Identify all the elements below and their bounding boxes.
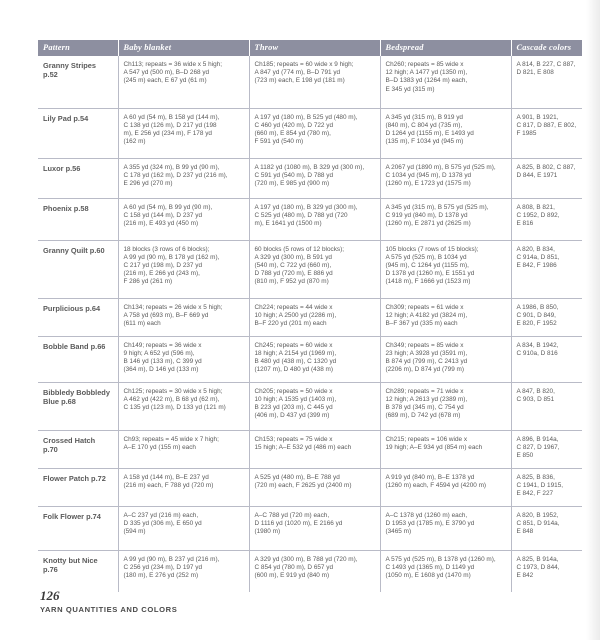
cell-line: 19 high; A–E 934 yd (854 m) each (385, 443, 483, 451)
cell-line: (723 m) each, E 198 yd (181 m) (254, 77, 345, 85)
cell-line: E 842, F 227 (516, 489, 554, 497)
cell-line: C 178 yd (162 m), D 237 yd (216 m), (123, 171, 228, 179)
cell-line: A 99 yd (90 m), B 178 yd (162 m), (123, 253, 220, 261)
cell-line: D 788 yd (720 m), E 886 yd (254, 270, 333, 278)
cell-line: Ch153; repeats = 75 wide x (254, 435, 333, 443)
bedspread-cell (380, 198, 511, 240)
cell-line: A 329 yd (300 m), B 788 yd (720 m), (254, 555, 358, 563)
baby-blanket-cell (118, 298, 249, 336)
cell-line: E 842 (516, 571, 534, 579)
cell-line: 105 blocks (7 rows of 15 blocks); (385, 245, 479, 253)
bedspread-cell (380, 382, 511, 430)
bedspread-cell (380, 550, 511, 592)
cell-line: (1980 m) (254, 527, 281, 535)
cell-line: E 842, F 1986 (516, 261, 557, 269)
cell-line: D 844, E 1971 (516, 171, 558, 179)
cell-line: E 345 yd (315 m) (385, 85, 435, 93)
cell-line: B 223 yd (203 m), C 445 yd (254, 403, 333, 411)
pattern-cell (38, 506, 118, 550)
cell-line: A 896, B 914a, (516, 435, 559, 443)
cell-line: p.52 (43, 70, 58, 80)
cell-line: C 903, D 851 (516, 395, 555, 403)
bedspread-cell (380, 468, 511, 506)
throw-cell (249, 298, 380, 336)
cascade-colors-cell (511, 550, 582, 592)
cell-line: 18 blocks (3 rows of 6 blocks); (123, 245, 210, 253)
cell-line: Ch349; repeats = 85 wide x (385, 341, 464, 349)
cell-line: (840 m), C 804 yd (735 m), (385, 121, 463, 129)
cell-line: 18 high; A 2154 yd (1969 m), (254, 349, 337, 357)
table-row (38, 158, 582, 198)
cell-line: (1260 m), E 2871 yd (2625 m) (385, 219, 471, 227)
cell-line: 9 high; A 652 yd (596 m), (123, 349, 195, 357)
cell-line: Granny Quilt p.60 (43, 245, 105, 255)
cell-line: 15 high; A–E 532 yd (486 m) each (254, 443, 352, 451)
cell-line: m), E 256 yd (234 m), F 178 yd (123, 129, 212, 137)
cell-line: A 462 yd (422 m), B 68 yd (62 m), (123, 395, 220, 403)
pattern-cell (38, 158, 118, 198)
cell-line: A 547 yd (500 m), B–D 268 yd (123, 69, 210, 77)
table-row (38, 108, 582, 158)
cell-line: A 825, B 802, C 887, (516, 163, 576, 171)
bedspread-cell (380, 298, 511, 336)
cell-line: A 820, B 834, (516, 245, 555, 253)
cell-line: C 1941, D 1915, (516, 481, 564, 489)
header-baby-blanket: Baby blanket (118, 40, 249, 56)
pattern-cell (38, 550, 118, 592)
baby-blanket-cell (118, 506, 249, 550)
cell-line: 12 high; A 4182 yd (3824 m), (385, 311, 468, 319)
cell-line: A 814, B 227, C 887, (516, 61, 576, 68)
baby-blanket-cell (118, 108, 249, 158)
table-row (38, 56, 582, 108)
cell-line: Phoenix p.58 (43, 203, 89, 213)
header-throw: Throw (249, 40, 380, 56)
cell-line: A 758 yd (693 m), B–F 669 yd (123, 311, 209, 319)
throw-cell (249, 240, 380, 298)
cell-line: (216 m), E 493 yd (450 m) (123, 219, 199, 227)
cell-line: 60 blocks (5 rows of 12 blocks); (254, 245, 345, 253)
cell-line: C 851, D 914a, (516, 519, 560, 527)
cell-line: A 808, B 821, (516, 203, 555, 211)
cell-line: C 1493 yd (1365 m), D 1149 yd (385, 563, 475, 571)
cell-line: Ch113; repeats = 36 wide x 5 high; (123, 61, 222, 68)
pattern-cell (38, 198, 118, 240)
pattern-cell (38, 382, 118, 430)
cell-line: A 60 yd (54 m), B 99 yd (90 m), (123, 203, 213, 211)
cell-line: Ch289; repeats = 71 wide x (385, 387, 464, 395)
cell-line: A 901, B 1921, (516, 113, 559, 121)
cell-line: C 854 yd (780 m), D 657 yd (254, 563, 334, 571)
cell-line: C 1034 yd (945 m), D 1378 yd (385, 171, 472, 179)
cell-line: C 217 yd (198 m), D 237 yd (123, 261, 203, 269)
table-row (38, 198, 582, 240)
cell-line: Luxor p.56 (43, 163, 81, 173)
cell-line: Crossed Hatch (43, 435, 96, 445)
baby-blanket-cell (118, 430, 249, 468)
cell-line: (594 m) (123, 527, 146, 535)
cell-line: (810 m), F 952 yd (870 m) (254, 278, 329, 286)
baby-blanket-cell (118, 56, 249, 108)
cell-line: C 525 yd (480 m), D 788 yd (720 (254, 211, 348, 219)
cell-line: A 847, B 820, (516, 387, 555, 395)
cell-line: (216 m), E 266 yd (243 m), (123, 270, 200, 278)
cell-line: 23 high; A 3928 yd (3591 m), (385, 349, 468, 357)
cell-line: A 575 yd (525 m), B 1378 yd (1260 m), (385, 555, 496, 563)
yarn-table (38, 40, 582, 592)
cell-line: C 591 yd (540 m), D 788 yd (254, 171, 334, 179)
cell-line: D 1116 yd (1020 m), E 2166 yd (254, 519, 343, 527)
cell-line: B–F 220 yd (201 m) each (254, 319, 327, 327)
cell-line: Lily Pad p.54 (43, 113, 89, 123)
table-row (38, 336, 582, 382)
cell-line: (689 m), D 742 yd (678 m) (385, 412, 461, 420)
bedspread-cell (380, 506, 511, 550)
cell-line: Flower Patch p.72 (43, 473, 106, 483)
bedspread-cell (380, 108, 511, 158)
cell-line: E 820, F 1952 (516, 319, 557, 327)
cell-line: Blue p.68 (43, 396, 76, 406)
table-row (38, 506, 582, 550)
cell-line: C 910a, D 816 (516, 349, 558, 357)
cell-line: D 1264 yd (1155 m), E 1493 yd (385, 129, 474, 137)
cell-line: F 286 yd (261 m) (123, 278, 173, 286)
cascade-colors-cell (511, 336, 582, 382)
cell-line: A 847 yd (774 m), B–D 791 yd (254, 69, 341, 77)
table-row (38, 430, 582, 468)
table-body (38, 56, 582, 592)
cell-line: C 919 yd (840 m), D 1378 yd (385, 211, 468, 219)
cell-line: (364 m), D 146 yd (133 m) (123, 366, 199, 374)
cell-line: A 919 yd (840 m), B–E 1378 yd (385, 473, 475, 481)
pattern-cell (38, 430, 118, 468)
throw-cell (249, 108, 380, 158)
cell-line: 10 high; A 1535 yd (1403 m), (254, 395, 337, 403)
cell-line: 12 high; A 1477 yd (1350 m), (385, 69, 468, 77)
table-row (38, 468, 582, 506)
cell-line: D 821, E 808 (516, 69, 554, 77)
cell-line: C 914a, D 851, (516, 253, 560, 261)
cascade-colors-cell (511, 240, 582, 298)
cell-line: Bobble Band p.66 (43, 341, 106, 351)
cell-line: p.70 (43, 444, 58, 454)
cell-line: A 834, B 1942, (516, 341, 559, 349)
cell-line: Ch309; repeats = 61 wide x (385, 303, 464, 311)
cell-line: (660 m), E 854 yd (780 m), (254, 129, 331, 137)
cell-line: (600 m), E 919 yd (840 m) (254, 571, 330, 579)
cell-line: E 296 yd (270 m) (123, 179, 173, 187)
cascade-colors-cell (511, 108, 582, 158)
table-row (38, 240, 582, 298)
cell-line: A–C 1378 yd (1260 m) each, (385, 511, 468, 519)
cell-line: (3465 m) (385, 527, 412, 535)
cell-line: Ch149; repeats = 36 wide x (123, 341, 202, 349)
throw-cell (249, 158, 380, 198)
cell-line: A 197 yd (180 m), B 329 yd (300 m), (254, 203, 358, 211)
cell-line: (2206 m), D 874 yd (799 m) (385, 366, 464, 374)
cell-line: (1418 m), F 1666 yd (1523 m) (385, 278, 471, 286)
cell-line: A 60 yd (54 m), B 158 yd (144 m), (123, 113, 220, 121)
pattern-cell (38, 468, 118, 506)
cell-line: (611 m) each (123, 319, 161, 327)
cell-line: F 1985 (516, 129, 537, 137)
cell-line: (1207 m), D 480 yd (438 m) (254, 366, 333, 374)
cell-line: C 135 yd (123 m), D 133 yd (121 m) (123, 403, 226, 411)
cell-line: A 525 yd (480 m), B–E 788 yd (254, 473, 340, 481)
baby-blanket-cell (118, 468, 249, 506)
cell-line: B–D 1383 yd (1264 m) each, (385, 77, 468, 85)
cell-line: A 825, B 914a, (516, 555, 559, 563)
cell-line: A 158 yd (144 m), B–E 237 yd (123, 473, 209, 481)
cell-line: (406 m), D 437 yd (399 m) (254, 412, 330, 420)
cell-line: Ch245; repeats = 60 wide x (254, 341, 333, 349)
cell-line: Ch185; repeats = 60 wide x 9 high; (254, 61, 354, 68)
cell-line: A 2067 yd (1890 m), B 575 yd (525 m), (385, 163, 496, 171)
table-header-row (38, 40, 582, 56)
cell-line: C 1973, D 844, (516, 563, 560, 571)
cell-line: C 256 yd (234 m), D 197 yd (123, 563, 203, 571)
cell-line: A 345 yd (315 m), B 919 yd (385, 113, 463, 121)
pattern-cell (38, 298, 118, 336)
cell-line: B 378 yd (345 m), C 754 yd (385, 403, 464, 411)
table-row (38, 550, 582, 592)
cell-line: m), E 1641 yd (1500 m) (254, 219, 322, 227)
throw-cell (249, 550, 380, 592)
cell-line: A 345 yd (315 m), B 575 yd (525 m), (385, 203, 489, 211)
cascade-colors-cell (511, 158, 582, 198)
cascade-colors-cell (511, 382, 582, 430)
cell-line: Ch93; repeats = 45 wide x 7 high; (123, 435, 219, 443)
cell-line: A–C 237 yd (216 m) each, (123, 511, 199, 519)
bedspread-cell (380, 430, 511, 468)
throw-cell (249, 198, 380, 240)
cell-line: A 355 yd (324 m), B 99 yd (90 m), (123, 163, 220, 171)
cell-line: A 1182 yd (1080 m), B 329 yd (300 m), (254, 163, 365, 171)
cell-line: C 158 yd (144 m), D 237 yd (123, 211, 203, 219)
bedspread-cell (380, 240, 511, 298)
cell-line: E 816 (516, 219, 534, 227)
cell-line: Folk Flower p.74 (43, 511, 101, 521)
cell-line: (540 m), C 722 yd (660 m), (254, 261, 332, 269)
pattern-cell (38, 56, 118, 108)
cell-line: B 146 yd (133 m), C 399 yd (123, 357, 202, 365)
baby-blanket-cell (118, 382, 249, 430)
cell-line: Ch134; repeats = 26 wide x 5 high; (123, 303, 223, 311)
pattern-cell (38, 240, 118, 298)
cell-line: C 901, D 849, (516, 311, 556, 319)
cell-line: (720 m), E 985 yd (900 m) (254, 179, 330, 187)
cell-line: A 197 yd (180 m), B 525 yd (480 m), (254, 113, 358, 121)
cascade-colors-cell (511, 430, 582, 468)
cell-line: B–F 367 yd (335 m) each (385, 319, 458, 327)
cell-line: B 874 yd (799 m), C 2413 yd (385, 357, 468, 365)
bedspread-cell (380, 56, 511, 108)
cell-line: A–E 170 yd (155 m) each (123, 443, 196, 451)
section-title: YARN QUANTITIES AND COLORS (40, 605, 178, 614)
cell-line: C 138 yd (126 m), D 217 yd (198 (123, 121, 217, 129)
table-row (38, 382, 582, 430)
throw-cell (249, 468, 380, 506)
cascade-colors-cell (511, 198, 582, 240)
throw-cell (249, 336, 380, 382)
cell-line: A 329 yd (300 m), B 591 yd (254, 253, 332, 261)
throw-cell (249, 382, 380, 430)
pattern-cell (38, 108, 118, 158)
cell-line: (1260 m), E 1723 yd (1575 m) (385, 179, 471, 187)
cell-line: (216 m) each, F 788 yd (720 m) (123, 481, 214, 489)
cell-line: A 575 yd (525 m), B 1034 yd (385, 253, 467, 261)
header-cascade-colors: Cascade colors (511, 40, 582, 56)
cell-line: (720 m) each, F 2625 yd (2400 m) (254, 481, 352, 489)
cell-line: B 480 yd (438 m), C 1320 yd (254, 357, 337, 365)
cell-line: (180 m), E 276 yd (252 m) (123, 571, 199, 579)
cell-line: (945 m), C 1264 yd (1155 m), (385, 261, 469, 269)
throw-cell (249, 56, 380, 108)
baby-blanket-cell (118, 198, 249, 240)
cell-line: (1260 m) each, F 4594 yd (4200 m) (385, 481, 487, 489)
throw-cell (249, 506, 380, 550)
cell-line: A 820, B 1952, (516, 511, 559, 519)
throw-cell (249, 430, 380, 468)
cell-line: Bibbledy Bobbledy (43, 387, 110, 397)
table-row (38, 298, 582, 336)
cell-line: E 850 (516, 451, 534, 459)
cell-line: A 99 yd (90 m), B 237 yd (216 m), (123, 555, 220, 563)
cell-line: C 1952, D 892, (516, 211, 560, 219)
cell-line: F 591 yd (540 m) (254, 138, 304, 146)
baby-blanket-cell (118, 158, 249, 198)
cell-line: Granny Stripes (43, 61, 96, 70)
cascade-colors-cell (511, 56, 582, 108)
cascade-colors-cell (511, 468, 582, 506)
cell-line: D 335 yd (306 m), E 650 yd (123, 519, 202, 527)
bedspread-cell (380, 158, 511, 198)
cell-line: A–C 788 yd (720 m) each, (254, 511, 330, 519)
cell-line: Ch215; repeats = 106 wide x (385, 435, 468, 443)
cell-line: C 827, D 1967, (516, 443, 560, 451)
page-edge-shadow (586, 0, 600, 640)
baby-blanket-cell (118, 336, 249, 382)
cell-line: 10 high; A 2500 yd (2286 m), (254, 311, 337, 319)
cell-line: D 1953 yd (1785 m), E 3790 yd (385, 519, 475, 527)
cell-line: Ch224; repeats = 44 wide x (254, 303, 333, 311)
cell-line: Ch260; repeats = 85 wide x (385, 61, 464, 68)
header-bedspread: Bedspread (380, 40, 511, 56)
pattern-cell (38, 336, 118, 382)
cascade-colors-cell (511, 506, 582, 550)
cell-line: (1050 m), E 1608 yd (1470 m) (385, 571, 471, 579)
cascade-colors-cell (511, 298, 582, 336)
cell-line: Purplicious p.64 (43, 303, 101, 313)
header-pattern: Pattern (38, 40, 118, 56)
cell-line: C 817, D 887, E 802, (516, 121, 577, 129)
cell-line: C 460 yd (420 m), D 722 yd (254, 121, 334, 129)
cell-line: E 848 (516, 527, 534, 535)
cell-line: Ch125; repeats = 30 wide x 5 high; (123, 387, 223, 395)
bedspread-cell (380, 336, 511, 382)
cell-line: A 1986, B 850, (516, 303, 559, 311)
cell-line: Knotty but Nice (43, 555, 98, 565)
cell-line: A 825, B 836, (516, 473, 555, 481)
baby-blanket-cell (118, 550, 249, 592)
baby-blanket-cell (118, 240, 249, 298)
cell-line: 12 high; A 2613 yd (2389 m), (385, 395, 468, 403)
page-number: 126 (40, 588, 60, 603)
cell-line: D 1378 yd (1260 m), E 1551 yd (385, 270, 475, 278)
cell-line: Ch205; repeats = 50 wide x (254, 387, 333, 395)
cell-line: (135 m), F 1034 yd (945 m) (385, 138, 464, 146)
cell-line: (162 m) (123, 138, 146, 146)
cell-line: p.76 (43, 564, 58, 574)
cell-line: (245 m) each, E 67 yd (61 m) (123, 77, 207, 85)
